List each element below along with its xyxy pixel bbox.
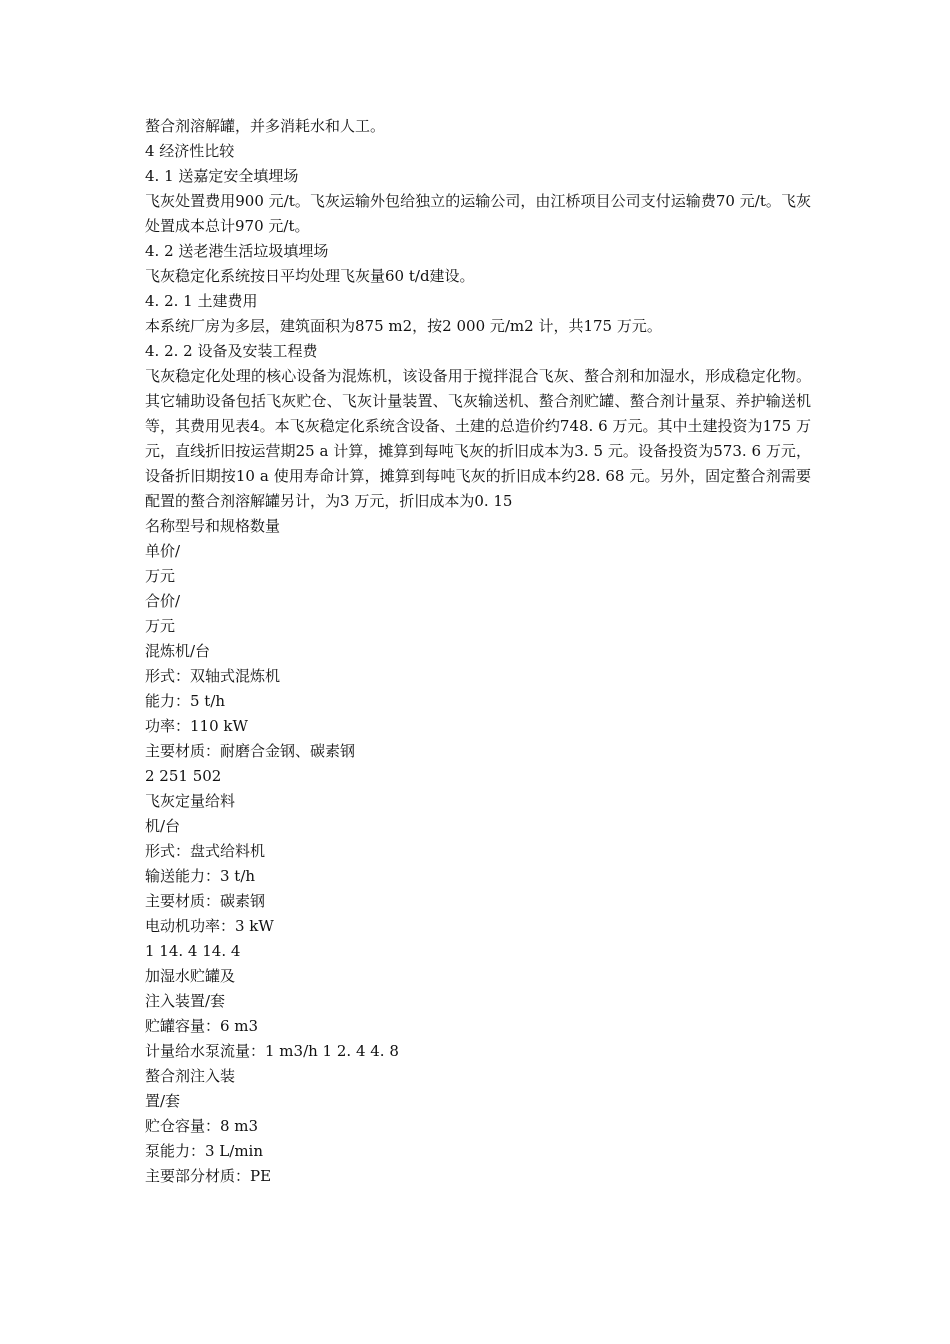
table-row-mixer-name: 混炼机/台 (145, 642, 211, 660)
table-row-feeder-values: 1 14. 4 14. 4 (145, 942, 241, 960)
table-row-mixer-values: 2 251 502 (145, 767, 222, 785)
table-row-mixer-material: 主要材质：耐磨合金钢、碳素钢 (145, 742, 356, 760)
table-row-mixer-type: 形式：双轴式混炼机 (145, 667, 281, 685)
table-header-total-price-unit: 万元 (145, 617, 176, 635)
table-row-feeder-capacity: 输送能力：3 t/h (145, 867, 256, 885)
subsection-heading-jiading-landfill: 4. 1 送嘉定安全填埋场 (145, 167, 299, 185)
table-row-chelant-pump-capacity: 泵能力：3 L/min (145, 1142, 264, 1160)
table-row-feeder-name-cont: 机/台 (145, 817, 181, 835)
table-row-feeder-motor: 电动机功率：3 kW (145, 917, 274, 935)
table-row-water-pump-values: 计量给水泵流量：1 m3/h 1 2. 4 4. 8 (145, 1042, 399, 1060)
subsection-heading-laogang-landfill: 4. 2 送老港生活垃圾填埋场 (145, 242, 329, 260)
table-row-water-tank-name-cont: 注入装置/套 (145, 992, 226, 1010)
table-row-mixer-capacity: 能力：5 t/h (145, 692, 226, 710)
subsection-heading-civil-cost: 4. 2. 1 土建费用 (145, 292, 258, 310)
table-header-total-price: 合价/ (145, 592, 181, 610)
text-line-dissolving-tank: 螯合剂溶解罐，并多消耗水和人工。 (145, 117, 386, 135)
table-header-name-spec-qty: 名称型号和规格数量 (145, 517, 281, 535)
table-row-chelant-injector-name: 螯合剂注入装 (145, 1067, 236, 1085)
document-body (145, 114, 811, 1189)
table-row-water-tank-name: 加湿水贮罐及 (145, 967, 236, 985)
section-heading-economic-comparison: 4 经济性比较 (145, 142, 235, 160)
text-line-system-capacity: 飞灰稳定化系统按日平均处理飞灰量60 t/d建设。 (145, 267, 475, 285)
table-row-feeder-type: 形式：盘式给料机 (145, 842, 266, 860)
subsection-heading-equipment-cost: 4. 2. 2 设备及安装工程费 (145, 342, 318, 360)
table-row-feeder-name: 飞灰定量给料 (145, 792, 236, 810)
table-row-water-tank-volume: 贮罐容量：6 m3 (145, 1017, 259, 1035)
table-header-unit-price-unit: 万元 (145, 567, 176, 585)
table-row-feeder-material: 主要材质：碳素钢 (145, 892, 266, 910)
table-header-unit-price: 单价/ (145, 542, 181, 560)
paragraph-disposal-cost: 飞灰处置费用900 元/t。飞灰运输外包给独立的运输公司，由江桥项目公司支付运输费70 元/t。飞灰处置成本总计970 元/t。 (145, 192, 811, 235)
text-line-civil-cost: 本系统厂房为多层，建筑面积为875 m2，按2 000 元/m2 计，共175 万元。 (145, 317, 662, 335)
table-row-chelant-injector-name-cont: 置/套 (145, 1092, 181, 1110)
table-row-mixer-power: 功率：110 kW (145, 717, 248, 735)
table-row-chelant-material: 主要部分材质：PE (145, 1167, 272, 1185)
table-row-chelant-silo-volume: 贮仓容量：8 m3 (145, 1117, 259, 1135)
paragraph-equipment-cost: 飞灰稳定化处理的核心设备为混炼机，该设备用于搅拌混合飞灰、螯合剂和加湿水，形成稳定化物。其它辅助设备包括飞灰贮仓、飞灰计量装置、飞灰输送机、螯合剂贮罐、螯合剂计量泵、养护输送机等，其费用见表4。本飞灰稳定化系统含设备、土建的总造价约748. 6 万元。其中土建投资为175 万元，直线折旧按运营期25 a 计算，摊算到每吨飞灰的折旧成本为3. 5 元。设备投资为573. 6 万元，设备折旧期按10 a 使用寿命计算，摊算到每吨飞灰的折旧成本约28. 68 元。另外，固定螯合剂需要配置的螯合剂溶解罐另计，为3 万元，折旧成本为0. 15 (145, 367, 811, 510)
